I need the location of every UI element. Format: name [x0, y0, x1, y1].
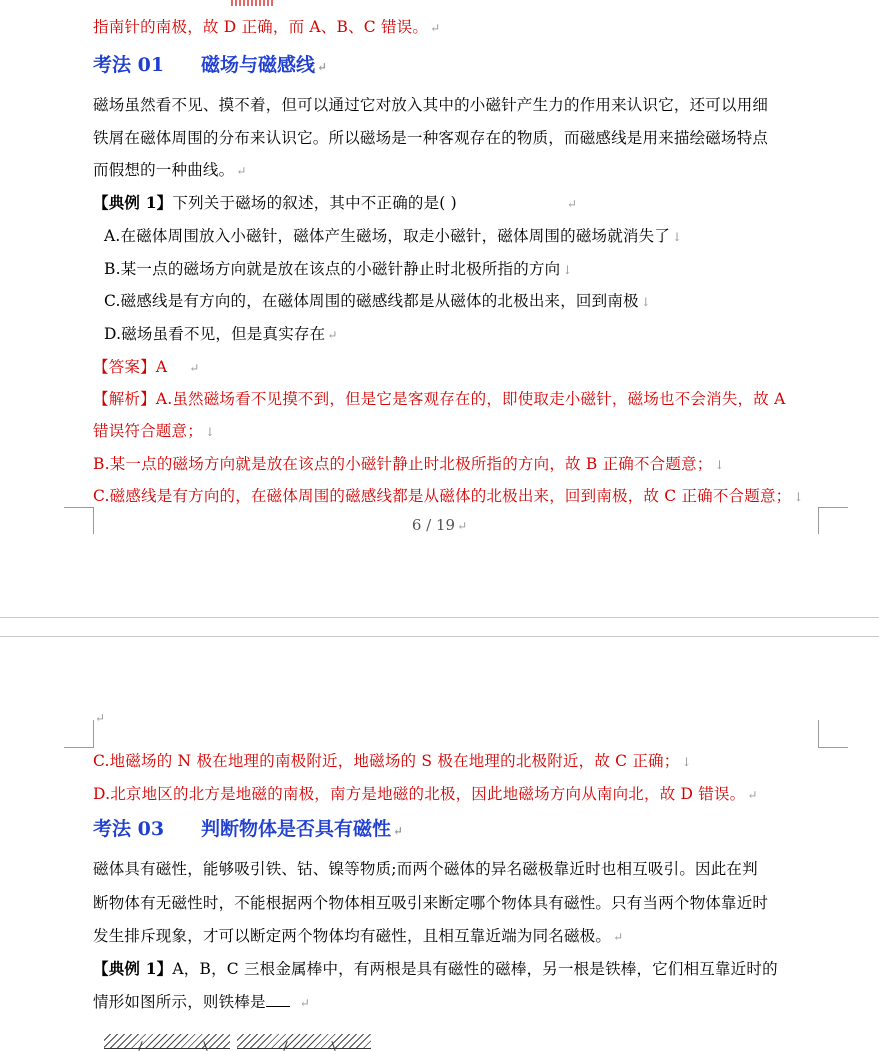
line-break-icon: ↓	[714, 458, 725, 472]
paragraph-mark-icon: ↵	[299, 996, 310, 1010]
paragraph-mark-icon: ↵	[393, 824, 404, 838]
example-question-line-1: 【典例 1】A，B，C 三根金属棒中，有两根是具有磁性的磁棒，另一根是铁棒，它们相互靠近时的	[93, 959, 778, 978]
analysis-line-2: 错误符合题意； ↓	[93, 422, 216, 440]
option-d: D.磁场虽看不见，但是真实存在 ↵	[104, 325, 338, 343]
intro-line-2: 断物体有无磁性时，不能根据两个物体相互吸引来断定哪个物体具有磁性。只有当两个物体靠近时	[93, 894, 769, 912]
analysis-line-4: C.磁感线是有方向的，在磁体周围的磁感线都是从磁体的北极出来，回到南极，故 C 正确不合题意； ↓	[93, 487, 804, 505]
option-a: A.在磁体周围放入小磁针，磁体产生磁场，取走小磁针，磁体周围的磁场就消失了 ↓	[104, 227, 683, 245]
answer-label: 【答案】	[93, 358, 156, 376]
example-question	[93, 193, 577, 214]
page-boundary	[0, 617, 879, 618]
crop-mark	[64, 720, 94, 748]
intro-line-1: 磁体具有磁性，能够吸引铁、钴、镍等物质;而两个磁体的异名磁极靠近时也相互吸引。因此在判	[93, 860, 758, 878]
line-break-icon: ↓	[204, 425, 216, 439]
example-question-line-2: 情形如图所示，则铁棒是 ↵	[93, 993, 310, 1011]
answer-line	[93, 357, 199, 378]
section-title: 磁场与磁感线	[201, 54, 316, 76]
section-title: 判断物体是否具有磁性	[201, 818, 392, 840]
analysis-line-d: D.北京地区的北方是地磁的南极，南方是地磁的北极，因此地磁场方向从南向北，故 D 错误。 ↵	[93, 785, 758, 803]
paragraph-mark-icon: ↵	[613, 930, 624, 944]
answer-value: A	[155, 358, 168, 376]
intro-line-1: 磁场虽然看不见、摸不着，但可以通过它对放入其中的小磁针产生力的作用来认识它，还可以用细	[93, 96, 769, 114]
paragraph-mark-icon: ↵	[430, 21, 441, 35]
answer-blank	[266, 992, 290, 1007]
section-heading	[93, 817, 403, 843]
line-break-icon: ↓	[640, 295, 652, 309]
intro-line-3: 发生排斥现象，才可以断定两个物体均有磁性，且相互靠近端为同名磁极。 ↵	[93, 927, 624, 945]
paragraph-mark-icon: ↵	[189, 361, 200, 375]
paragraph-mark-icon: ↵	[317, 60, 328, 74]
paragraph-mark-icon: ↵	[327, 328, 338, 342]
example-label: 【典例 1】	[93, 193, 173, 212]
ceiling-support-left	[104, 1034, 230, 1049]
line-break-icon: ↓	[562, 263, 573, 277]
line-break-icon: ↓	[793, 490, 804, 504]
paragraph-mark-icon: ↵	[747, 788, 758, 802]
option-b: B.某一点的磁场方向就是放在该点的小磁针静止时北极所指的方向 ↓	[104, 260, 573, 278]
page-boundary	[0, 636, 879, 637]
analysis-label: 【解析】	[93, 390, 156, 408]
spellcheck-underline	[231, 0, 275, 6]
example-text: 下列关于磁场的叙述，其中不正确的是( )	[172, 194, 457, 212]
analysis-line-cut: 指南针的南极，故 D 正确，而 A、B、C 错误。 ↵	[93, 18, 441, 36]
analysis-line-1: 【解析】A.虽然磁场看不见摸不到，但是它是客观存在的，即使取走小磁针，磁场也不会消失，故 A	[93, 390, 786, 408]
line-break-icon: ↓	[672, 230, 683, 244]
analysis-line-3: B.某一点的磁场方向就是放在该点的小磁针静止时北极所指的方向，故 B 正确不合题意； ↓	[93, 455, 725, 473]
ceiling-support-right	[237, 1034, 371, 1049]
paragraph-mark-icon: ↵	[236, 164, 247, 178]
section-number: 考法 01	[93, 54, 165, 76]
paragraph-mark-icon: ↵	[566, 197, 578, 211]
crop-mark	[818, 720, 848, 748]
section-number: 考法 03	[93, 818, 165, 840]
option-c: C.磁感线是有方向的，在磁体周围的磁感线都是从磁体的北极出来，回到南极 ↓	[104, 292, 652, 310]
paragraph-mark-icon: ↵	[95, 711, 106, 725]
intro-line-3: 而假想的一种曲线。 ↵	[93, 161, 247, 179]
paragraph-mark-icon: ↵	[457, 519, 468, 533]
example-label: 【典例 1】	[93, 959, 173, 978]
analysis-line-c: C.地磁场的 N 极在地理的南极附近，地磁场的 S 极在地理的北极附近，故 C 正确； ↓	[93, 752, 692, 770]
section-heading	[93, 53, 327, 79]
intro-line-2: 铁屑在磁体周围的分布来认识它。所以磁场是一种客观存在的物质，而磁感线是用来描绘磁场特点	[93, 129, 769, 147]
line-break-icon: ↓	[681, 755, 692, 769]
page-number: 6 / 19 ↵	[411, 516, 468, 534]
